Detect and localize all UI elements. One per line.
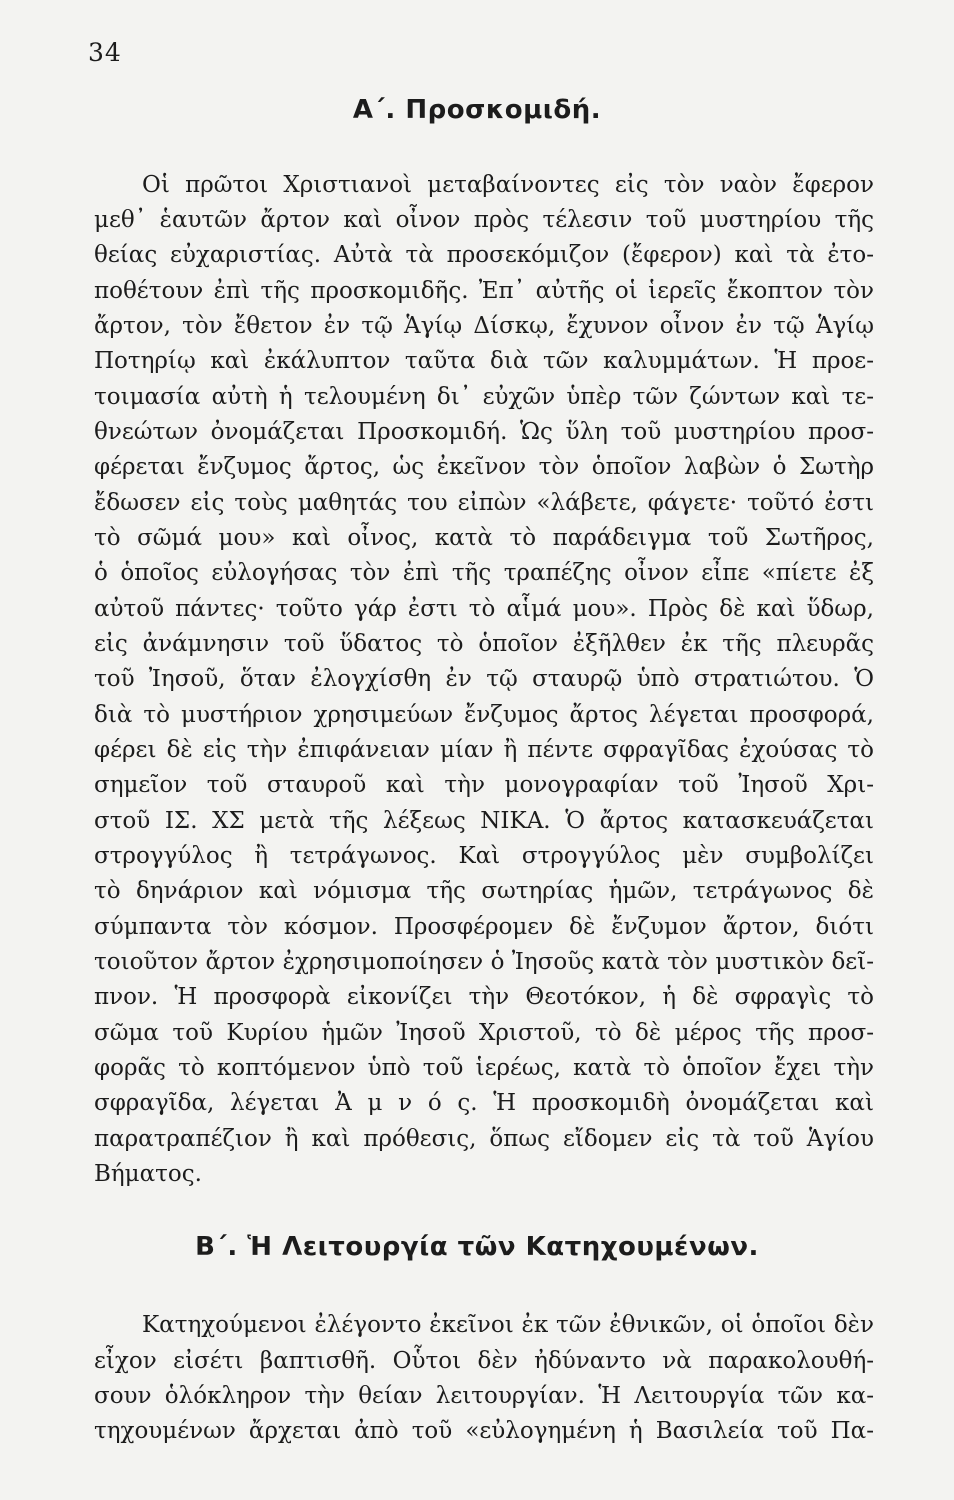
text-line: σῶμα τοῦ Κυρίου ἡμῶν Ἰησοῦ Χριστοῦ, τὸ δὲ μέρος τῆς προσ- xyxy=(94,1020,874,1046)
text-line: στρογγύλος ἢ τετράγωνος. Καὶ στρογγύλος μὲν συμβολίζει xyxy=(94,843,874,869)
text-line: τοῦ Ἰησοῦ, ὅταν ἐλογχίσθη ἐν τῷ σταυρῷ ὑπὸ στρατιώτου. Ὁ xyxy=(94,666,874,692)
text-line: θνεώτων ὀνομάζεται Προσκομιδή. Ὡς ὕλη τοῦ μυστηρίου προσ- xyxy=(94,419,874,445)
section-a-heading: Α΄. Προσκομιδή. xyxy=(352,95,602,125)
text-line: φορᾶς τὸ κοπτόμενον ὑπὸ τοῦ ἱερέως, κατὰ τὸ ὁποῖον ἔχει τὴν xyxy=(94,1055,874,1081)
text-line: τὸ δηνάριον καὶ νόμισμα τῆς σωτηρίας ἡμῶν, τετράγωνος δὲ xyxy=(94,878,874,904)
text-line: στοῦ ΙΣ. ΧΣ μετὰ τῆς λέξεως ΝΙΚΑ. Ὁ ἄρτος κατασκευάζεται xyxy=(94,808,874,834)
section-b-heading: Β΄. Ἡ Λειτουργία τῶν Κατηχουμένων. xyxy=(195,1232,759,1262)
text-line: Οἱ πρῶτοι Χριστιανοὶ μεταβαίνοντες εἰς τὸν ναὸν ἔφερον xyxy=(142,172,874,198)
text-line: ὁ ὁποῖος εὐλογήσας τὸν ἐπὶ τῆς τραπέζης οἶνον εἶπε «πίετε ἐξ xyxy=(94,560,874,586)
text-line: ἔδωσεν εἰς τοὺς μαθητάς του εἰπὼν «λάβετε, φάγετε· τοῦτό ἐστι xyxy=(94,490,874,516)
text-line: φέρει δὲ εἰς τὴν ἐπιφάνειαν μίαν ἢ πέντε σφραγῖδας ἐχούσας τὸ xyxy=(94,737,874,763)
text-line: τοιμασία αὐτὴ ἡ τελουμένη δι᾽ εὐχῶν ὑπὲρ τῶν ζώντων καὶ τε- xyxy=(94,384,874,410)
text-line: μεθ᾽ ἑαυτῶν ἄρτον καὶ οἶνον πρὸς τέλεσιν τοῦ μυστηρίου τῆς xyxy=(94,207,874,233)
text-line: Ποτηρίῳ καὶ ἐκάλυπτον ταῦτα διὰ τῶν καλυμμάτων. Ἡ προε- xyxy=(94,348,874,374)
text-line: σουν ὁλόκληρον τὴν θείαν λειτουργίαν. Ἡ Λειτουργία τῶν κα- xyxy=(94,1383,874,1409)
text-line: θείας εὐχαριστίας. Αὐτὰ τὰ προσεκόμιζον (ἔφερον) καὶ τὰ ἐτο- xyxy=(94,242,874,268)
text-line: τηχουμένων ἄρχεται ἀπὸ τοῦ «εὐλογημένη ἡ Βασιλεία τοῦ Πα- xyxy=(94,1418,874,1444)
text-line: ποθέτουν ἐπὶ τῆς προσκομιδῆς. Ἐπ᾽ αὐτῆς οἱ ἱερεῖς ἔκοπτον τὸν xyxy=(94,278,874,304)
text-line: πνον. Ἡ προσφορὰ εἰκονίζει τὴν Θεοτόκον, ἡ δὲ σφραγὶς τὸ xyxy=(94,984,874,1010)
text-line: σφραγῖδα, λέγεται Ἀ μ ν ό ς. Ἡ προσκομιδὴ ὀνομάζεται καὶ xyxy=(94,1090,874,1116)
text-line: τοιοῦτον ἄρτον ἐχρησιμοποίησεν ὁ Ἰησοῦς κατὰ τὸν μυστικὸν δεῖ- xyxy=(94,949,874,975)
text-line: ἄρτον, τὸν ἔθετον ἐν τῷ Ἁγίῳ Δίσκῳ, ἔχυνον οἶνον ἐν τῷ Ἁγίῳ xyxy=(94,313,874,339)
text-line: φέρεται ἔνζυμος ἄρτος, ὡς ἐκεῖνον τὸν ὁποῖον λαβὼν ὁ Σωτὴρ xyxy=(94,454,874,480)
text-line: σημεῖον τοῦ σταυροῦ καὶ τὴν μονογραφίαν τοῦ Ἰησοῦ Χρι- xyxy=(94,772,874,798)
text-line: τὸ σῶμά μου» καὶ οἶνος, κατὰ τὸ παράδειγμα τοῦ Σωτῆρος, xyxy=(94,525,874,551)
page-number: 34 xyxy=(88,38,122,67)
text-line: παρατραπέζιον ἢ καὶ πρόθεσις, ὅπως εἴδομεν εἰς τὰ τοῦ Ἁγίου xyxy=(94,1126,874,1152)
text-line: εἰς ἀνάμνησιν τοῦ ὕδατος τὸ ὁποῖον ἐξῆλθεν ἐκ τῆς πλευρᾶς xyxy=(94,631,874,657)
text-line: αὐτοῦ πάντες· τοῦτο γάρ ἐστι τὸ αἷμά μου». Πρὸς δὲ καὶ ὕδωρ, xyxy=(94,596,874,622)
text-line: Βήματος. xyxy=(94,1161,202,1187)
text-line: διὰ τὸ μυστήριον χρησιμεύων ἔνζυμος ἄρτος λέγεται προσφορά, xyxy=(94,702,874,728)
text-line: εἶχον εἰσέτι βαπτισθῆ. Οὗτοι δὲν ἠδύναντο νὰ παρακολουθή- xyxy=(94,1348,874,1374)
text-line: Κατηχούμενοι ἐλέγοντο ἐκεῖνοι ἐκ τῶν ἐθνικῶν, οἱ ὁποῖοι δὲν xyxy=(142,1312,874,1338)
text-line: σύμπαντα τὸν κόσμον. Προσφέρομεν δὲ ἔνζυμον ἄρτον, διότι xyxy=(94,914,874,940)
